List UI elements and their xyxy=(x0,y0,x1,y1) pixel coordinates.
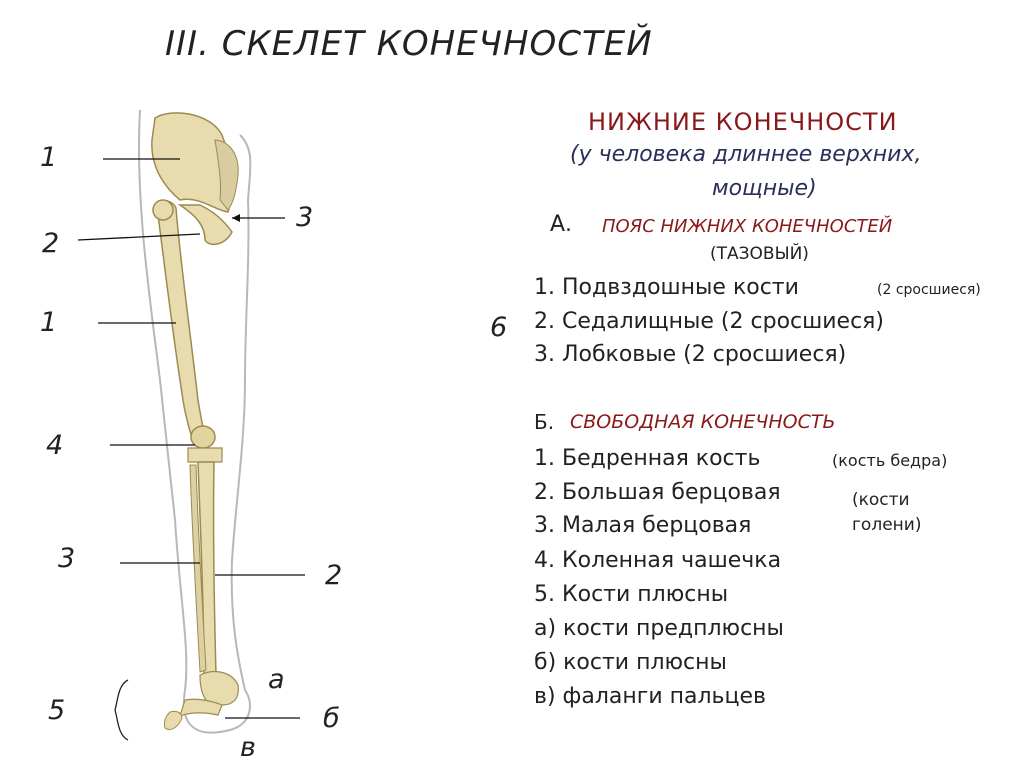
heading-subline-1: (у человека длиннее верхних, xyxy=(570,142,922,167)
section-b-title: СВОБОДНАЯ КОНЕЧНОСТЬ xyxy=(570,411,836,433)
item-b2-note-2: голени) xyxy=(852,515,922,535)
label-1-femur: 1 xyxy=(40,307,58,338)
heading-subline-2: мощные) xyxy=(712,176,817,201)
item-b5: 5. Кости плюсны xyxy=(534,582,729,607)
item-a1-note: (2 сросшиеся) xyxy=(877,282,981,298)
phalanges xyxy=(164,711,182,729)
item-b1-note: (кость бедра) xyxy=(832,451,948,470)
item-b4: 4. Коленная чашечка xyxy=(534,548,782,573)
item-b5a: а) кости предплюсны xyxy=(534,616,784,641)
item-b3: 3. Малая берцовая xyxy=(534,513,752,538)
label-5-foot: 5 xyxy=(48,695,66,726)
label-6: 6 xyxy=(490,312,508,343)
label-4-patella: 4 xyxy=(46,430,64,461)
section-b-prefix: Б. xyxy=(534,410,555,434)
label-1-ilium: 1 xyxy=(40,142,58,173)
section-a-subtitle: (ТАЗОВЫЙ) xyxy=(710,244,809,264)
label-2-tibia: 2 xyxy=(325,560,343,591)
item-a1: 1. Подвздошные кости xyxy=(534,275,799,300)
section-a-title: ПОЯС НИЖНИХ КОНЕЧНОСТЕЙ xyxy=(602,216,893,237)
item-b2-note-1: (кости xyxy=(852,490,910,510)
label-b-metatarsals: б xyxy=(323,703,340,734)
label-a-tarsals: а xyxy=(268,664,285,695)
leg-skeleton-illustration xyxy=(0,100,480,767)
label-2-ischium: 2 xyxy=(42,228,60,259)
label-v-phalanges: в xyxy=(240,732,256,763)
brace xyxy=(115,680,128,740)
item-b2: 2. Большая берцовая xyxy=(534,480,781,505)
label-3-pubis: 3 xyxy=(296,202,314,233)
item-a3: 3. Лобковые (2 сросшиеся) xyxy=(534,342,847,367)
page-title: III. СКЕЛЕТ КОНЕЧНОСТЕЙ xyxy=(165,24,653,64)
section-heading: НИЖНИЕ КОНЕЧНОСТИ xyxy=(588,108,898,136)
item-b5c: в) фаланги пальцев xyxy=(534,684,766,709)
item-b5b: б) кости плюсны xyxy=(534,650,727,675)
label-3-fibula: 3 xyxy=(58,543,76,574)
item-b1: 1. Бедренная кость xyxy=(534,446,761,471)
item-a2: 2. Седалищные (2 сросшиеся) xyxy=(534,309,885,334)
section-a-prefix: А. xyxy=(550,212,573,237)
